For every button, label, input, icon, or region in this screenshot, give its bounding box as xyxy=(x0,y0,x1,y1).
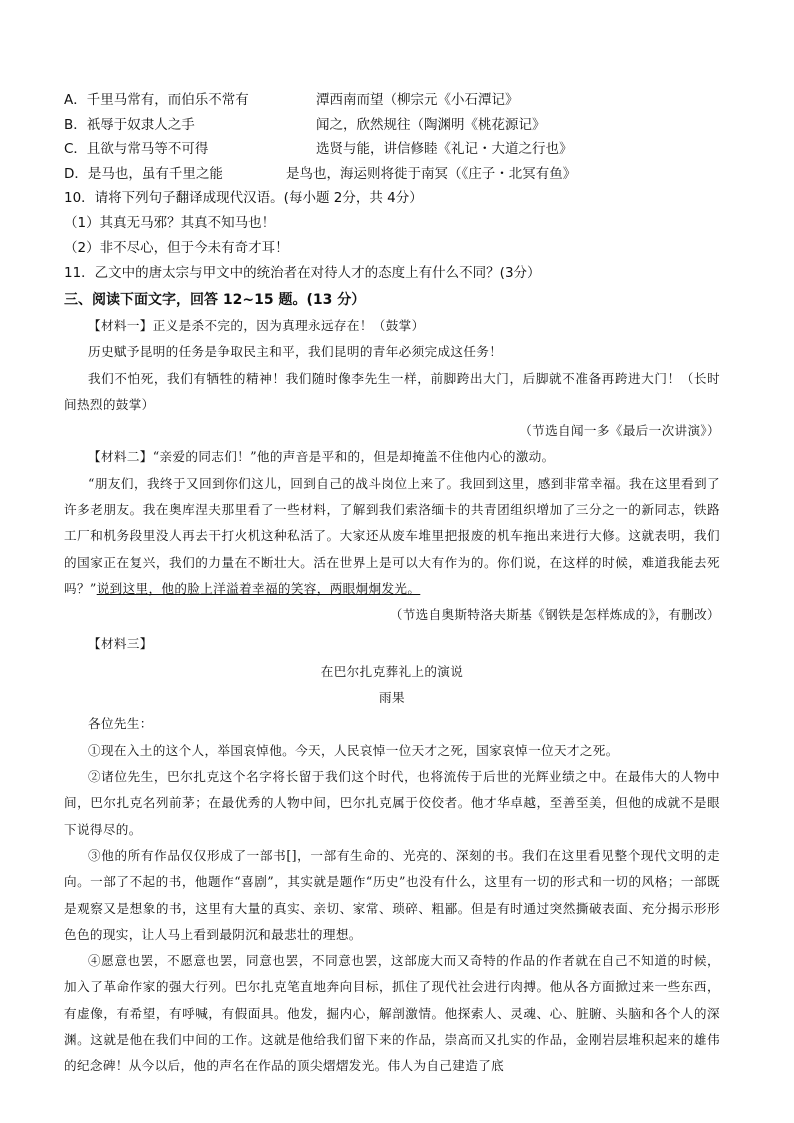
question-11: 11．乙文中的唐太宗与甲文中的统治者在对待人才的态度上有什么不同？(3分） xyxy=(64,265,541,281)
option-right: 闻之，欣然规往（陶渊明《桃花源记》 xyxy=(316,116,546,133)
material-3-paragraph: ③他的所有作品仅仅形成了一部书[]，一部有生命的、光亮的、深刻的书。我们在这里看见整个现代文明的走向。一部了不起的书，他题作“喜剧”，其实就是题作“历史”也没有什么，这里有一切的形式和一切的风格；一部既是观察又是想象的书，这里有大量的真实、亲切、家常、琐碎、粗鄙。但是有时通过突然撕破表面、充分揭示形形色色的现实，让人马上看到最阴沉和最悲壮的理想。 xyxy=(64,847,720,942)
material-2-source: （节选自奥斯特洛夫斯基《钢铁是怎样炼成的》，有删改） xyxy=(389,607,720,623)
material-3-paragraph: ④愿意也罢，不愿意也罢，同意也罢，不同意也罢，这部庞大而又奇特的作品的作者就在自己不知道的时候，加入了革命作家的强大行列。巴尔扎克笔直地奔向目标，抓住了现代社会进行肉搏。他从各方面掀过来一些东西，有虚像，有希望，有呼喊，有假面具。他发，掘内心，解剖激情。他探索人、灵魂、心、脏腑、头脑和各个人的深渊。这就是他在我们中间的工作。这就是他给我们留下来的作品，崇高而又扎实的作品，金刚岩层堆积起来的雄伟的纪念碑！从今以后，他的声名在作品的顶尖熠熠发光。伟人为自己建造了底 xyxy=(64,953,720,1074)
option-row-c xyxy=(64,137,720,162)
material-3-paragraph: ②诸位先生，巴尔扎克这个名字将长留于我们这个时代，也将流传于后世的光辉业绩之中。在最伟大的人物中间，巴尔扎克名列前茅；在最优秀的人物中间，巴尔扎克属于佼佼者。他才华卓越，至善至美，但他的成就不是眼下说得尽的。 xyxy=(64,769,720,837)
material-2-paragraph: 【材料二】“亲爱的同志们！”他的声音是平和的，但是却掩盖不住他内心的激动。 xyxy=(88,449,555,465)
option-row-b xyxy=(64,113,720,138)
option-left: B．祇辱于奴隶人之手 xyxy=(64,116,195,133)
material-2-underlined-sentence: 说到这里，他的脸上洋溢着幸福的笑容，两眼炯炯发光。 xyxy=(96,580,421,596)
option-row-a xyxy=(64,88,720,113)
material-1-paragraph: 历史赋予昆明的任务是争取民主和平，我们昆明的青年必须完成这任务！ xyxy=(88,344,503,360)
material-1-source: （节选自闻一多《最后一次讲演》） xyxy=(519,423,720,439)
question-10: 10．请将下列句子翻译成现代汉语。(每小题 2分，共 4分） xyxy=(64,190,423,206)
material-1-paragraph: 我们不怕死，我们有牺牲的精神！我们随时像李先生一样，前脚跨出大门，后脚就不准备再跨进大门！（长时间热烈的鼓掌） xyxy=(64,370,720,412)
material-3-greeting: 各位先生： xyxy=(88,716,153,732)
material-3-label: 【材料三】 xyxy=(88,635,153,651)
section-3-heading: 三、阅读下面文字，回答 12~15 题。(13 分） xyxy=(64,292,366,308)
option-right: 是鸟也，海运则将徙于南冥（《庄子・北冥有鱼》 xyxy=(286,165,577,182)
question-10-item-2: （2）非不尽心，但于今未有奇才耳！ xyxy=(64,240,289,256)
material-3-author: 雨果 xyxy=(379,690,405,706)
option-right: 选贤与能，讲信修睦《礼记・大道之行也》 xyxy=(316,141,573,157)
option-left: D．是马也，虽有千里之能 xyxy=(64,165,223,182)
material-2-quote: “朋友们，我终于又回到你们这儿，回到自己的战斗岗位上来了。我回到这里，感到非常幸福。我在这里看到了许多老朋友。我在奥库涅夫那里看了一些材料，了解到我们索洛缅卡的共青团组织增加了三分之一的新同志，铁路工厂和机务段里没人再去干打火机这种私活了。大家还从废车堆里把报废的机车拖出来进行大修。这就表明，我们的国家正在复兴，我们的力量在不断壮大。活在世界上是可以大有作为的。你们说，在这样的时候，难道我能去死吗？” xyxy=(64,475,720,596)
material-1-paragraph: 【材料一】正义是杀不完的，因为真理永远存在！（鼓掌） xyxy=(88,318,425,333)
material-3-paragraph: ①现在入土的这个人，举国哀悼他。今天，人民哀悼一位天才之死，国家哀悼一位天才之死。 xyxy=(88,742,619,758)
option-left: A．千里马常有，而伯乐不常有 xyxy=(64,92,249,108)
material-3-title: 在巴尔扎克葬礼上的演说 xyxy=(320,663,464,679)
question-10-item-1: （1）其真无马邪？其真不知马也！ xyxy=(64,215,276,231)
option-left: C．且欲与常马等不可得 xyxy=(64,141,209,157)
option-row-d xyxy=(64,162,720,187)
option-right: 潭西南而望（柳宗元《小石潭记》 xyxy=(316,92,519,108)
material-2-paragraph xyxy=(64,471,720,602)
